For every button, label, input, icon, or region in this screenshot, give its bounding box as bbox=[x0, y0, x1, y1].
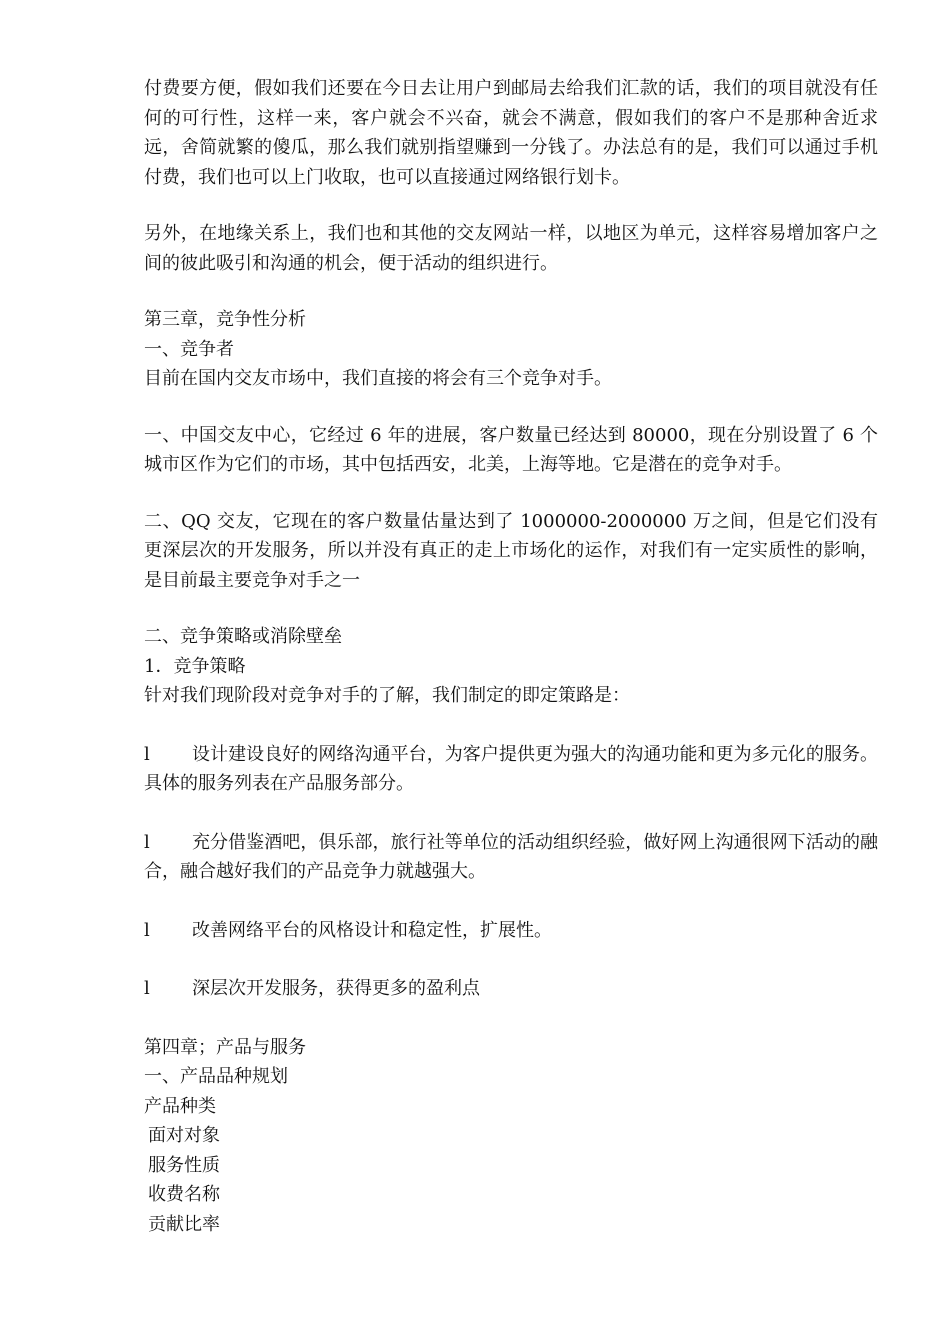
table-header-product-type: 产品种类 bbox=[144, 1095, 216, 1117]
strategy-bullet bbox=[144, 974, 878, 1004]
strategy-bullet bbox=[144, 916, 878, 946]
strategy-bullet bbox=[144, 740, 878, 799]
competitor-2-paragraph: 二、QQ 交友，它现在的客户数量估量达到了 1000000-2000000 万之间，但是它们没有更深层次的开发服务，所以并没有真正的走上市场化的运作，对我们有一定实质性的影响，是目前最主要竞争对手之一 bbox=[144, 510, 878, 591]
geo-paragraph: 另外，在地缘关系上，我们也和其他的交友网站一样，以地区为单元，这样容易增加客户之间的彼此吸引和沟通的机会，便于活动的组织进行。 bbox=[144, 223, 878, 274]
table-header-target: 面对对象 bbox=[148, 1125, 220, 1146]
payment-paragraph: 付费要方便，假如我们还要在今日去让用户到邮局去给我们汇款的话，我们的项目就没有任何的可行性，这样一来，客户就会不兴奋，就会不满意，假如我们的客户不是那种舍近求远，舍简就繁的傻瓜，那么我们就别指望赚到一分钱了。办法总有的是，我们可以通过手机付费，我们也可以上门收取，也可以直接通过网络银行划卡。 bbox=[144, 78, 878, 188]
bullet-text: 充分借鉴酒吧，俱乐部，旅行社等单位的活动组织经验，做好网上沟通很网下活动的融合，融合越好我们的产品竞争力就越强大。 bbox=[144, 831, 878, 882]
chapter3-title: 第三章，竞争性分析 bbox=[144, 309, 306, 330]
competitors-intro: 目前在国内交友市场中，我们直接的将会有三个竞争对手。 bbox=[144, 368, 612, 389]
bullet-text: 改善网络平台的风格设计和稳定性，扩展性。 bbox=[192, 919, 552, 941]
table-header-service-nature: 服务性质 bbox=[148, 1154, 220, 1176]
table-header-contribution: 贡献比率 bbox=[148, 1213, 220, 1235]
strategy-intro: 针对我们现阶段对竞争对手的了解，我们制定的即定策路是： bbox=[144, 685, 630, 706]
bullet-mark: l bbox=[144, 831, 150, 853]
strategy-heading: 二、竞争策略或消除壁垒 bbox=[144, 626, 342, 647]
competitor-1-paragraph: 一、中国交友中心，它经过 6 年的进展，客户数量已经达到 80000，现在分别设置了 6 个城市区作为它们的市场，其中包括西安，北美，上海等地。它是潜在的竞争对手。 bbox=[144, 424, 878, 475]
bullet-text: 深层次开发服务，获得更多的盈利点 bbox=[192, 978, 480, 999]
product-planning-heading: 一、产品品种规划 bbox=[144, 1066, 288, 1087]
bullet-text: 设计建设良好的网络沟通平台，为客户提供更为强大的沟通功能和更为多元化的服务。具体的服务列表在产品服务部分。 bbox=[144, 743, 878, 794]
bullet-mark: l bbox=[144, 978, 150, 999]
document-body bbox=[144, 74, 878, 1239]
bullet-mark: l bbox=[144, 743, 150, 765]
strategy-subheading: 1．竞争策略 bbox=[144, 655, 246, 677]
strategy-bullet bbox=[144, 828, 878, 887]
bullet-mark: l bbox=[144, 919, 150, 941]
competitors-heading: 一、竞争者 bbox=[144, 338, 234, 360]
chapter4-title: 第四章；产品与服务 bbox=[144, 1036, 306, 1058]
table-header-fee-name: 收费名称 bbox=[148, 1184, 220, 1205]
